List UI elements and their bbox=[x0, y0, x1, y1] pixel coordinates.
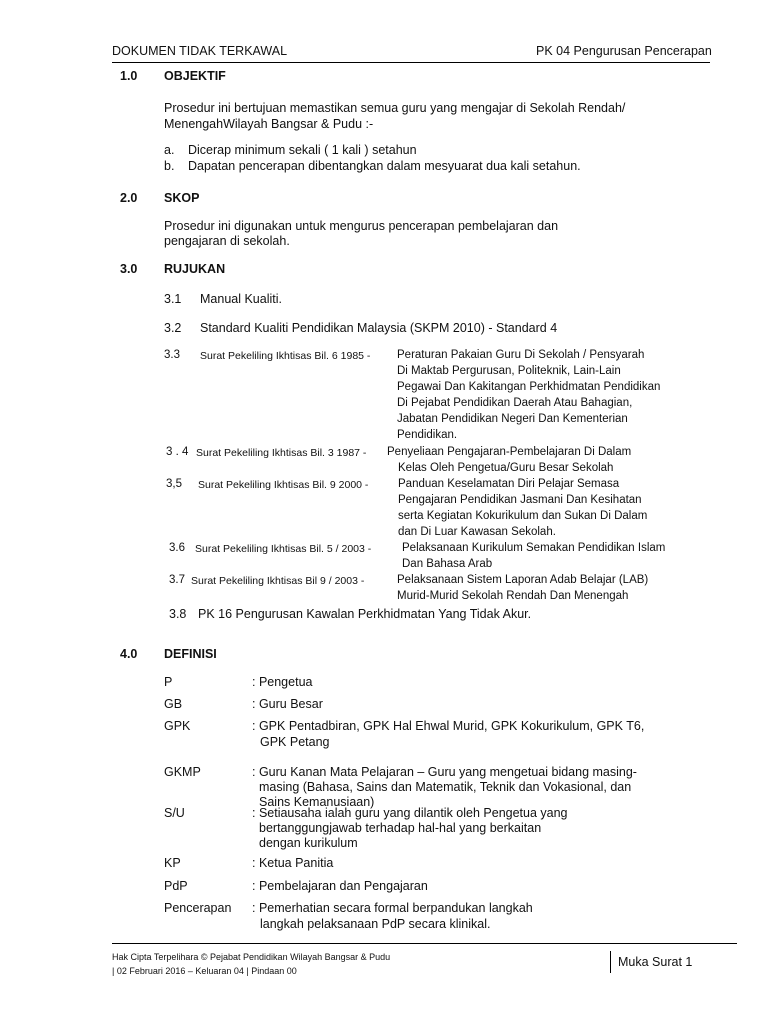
ref-3-3-line-3: Pegawai Dan Kakitangan Perkhidmatan Pendidikan bbox=[397, 381, 661, 393]
ref-3-7-circular: Surat Pekeliling Ikhtisas Bil 9 / 2003 - bbox=[191, 575, 365, 587]
footer-divider bbox=[610, 951, 611, 973]
ref-3-2-text: Standard Kualiti Pendidikan Malaysia (SKPM 2010) - Standard 4 bbox=[200, 321, 558, 335]
definition-text-gpk-1: : GPK Pentadbiran, GPK Hal Ehwal Murid, GPK Kokurikulum, GPK T6, bbox=[252, 719, 645, 733]
ref-3-1-text: Manual Kualiti. bbox=[200, 292, 282, 306]
list-item-marker-a: a. bbox=[164, 143, 175, 157]
ref-3-4-line-1: Penyeliaan Pengajaran-Pembelajaran Di Dalam bbox=[387, 446, 632, 458]
section-1-para-line-1: Prosedur ini bertujuan memastikan semua guru yang mengajar di Sekolah Rendah/ bbox=[164, 101, 626, 115]
ref-3-3-line-1: Peraturan Pakaian Guru Di Sekolah / Pensyarah bbox=[397, 349, 645, 361]
definition-text-pencerapan-2: langkah pelaksanaan PdP secara klinikal. bbox=[260, 917, 491, 931]
ref-3-5-line-2: Pengajaran Pendidikan Jasmani Dan Kesihatan bbox=[398, 494, 642, 506]
ref-3-4-circular: Surat Pekeliling Ikhtisas Bil. 3 1987 - bbox=[196, 447, 367, 459]
section-4-title: DEFINISI bbox=[164, 647, 217, 661]
ref-3-7-line-1: Pelaksanaan Sistem Laporan Adab Belajar (LAB) bbox=[397, 574, 649, 586]
list-item-text-a: Dicerap minimum sekali ( 1 kali ) setahun bbox=[188, 143, 417, 157]
ref-3-6-line-2: Dan Bahasa Arab bbox=[402, 558, 493, 570]
definition-term-pdp: PdP bbox=[164, 879, 188, 893]
footer-rule bbox=[112, 943, 737, 944]
ref-3-6-number: 3.6 bbox=[169, 542, 185, 554]
list-item-marker-b: b. bbox=[164, 159, 175, 173]
section-1-title: OBJEKTIF bbox=[164, 69, 226, 83]
ref-3-3-line-5: Jabatan Pendidikan Negeri Dan Kementerian bbox=[397, 413, 628, 425]
ref-3-5-line-4: dan Di Luar Kawasan Sekolah. bbox=[398, 526, 556, 538]
ref-3-6-circular: Surat Pekeliling Ikhtisas Bil. 5 / 2003 - bbox=[195, 543, 372, 555]
definition-text-su-3: dengan kurikulum bbox=[259, 836, 358, 850]
section-1-para-line-2: MenengahWilayah Bangsar & Pudu :- bbox=[164, 117, 374, 131]
section-2-para-line-1: Prosedur ini digunakan untuk mengurus pencerapan pembelajaran dan bbox=[164, 219, 559, 233]
ref-3-4-line-2: Kelas Oleh Pengetua/Guru Besar Sekolah bbox=[398, 462, 614, 474]
definition-text-gkmp-2: masing (Bahasa, Sains dan Matematik, Teknik dan Vokasional, dan bbox=[259, 780, 632, 794]
section-4-number: 4.0 bbox=[120, 647, 138, 661]
ref-3-7-line-2: Murid-Murid Sekolah Rendah Dan Menengah bbox=[397, 590, 629, 602]
ref-3-1-number: 3.1 bbox=[164, 292, 182, 306]
section-2-number: 2.0 bbox=[120, 191, 138, 205]
ref-3-5-line-1: Panduan Keselamatan Diri Pelajar Semasa bbox=[398, 478, 620, 490]
definition-text-su-2: bertanggungjawab terhadap hal-hal yang berkaitan bbox=[259, 821, 542, 835]
definition-text-pencerapan-1: : Pemerhatian secara formal berpandukan langkah bbox=[252, 901, 533, 915]
section-3-number: 3.0 bbox=[120, 262, 138, 276]
header-left: DOKUMEN TIDAK TERKAWAL bbox=[112, 44, 288, 58]
ref-3-2-number: 3.2 bbox=[164, 321, 182, 335]
ref-3-8-number: 3.8 bbox=[169, 607, 187, 621]
definition-text-gkmp-3: Sains Kemanusiaan) bbox=[259, 795, 375, 809]
section-1-number: 1.0 bbox=[120, 69, 138, 83]
ref-3-3-line-6: Pendidikan. bbox=[397, 429, 458, 441]
ref-3-3-number: 3.3 bbox=[164, 349, 180, 361]
definition-term-kp: KP bbox=[164, 856, 181, 870]
definition-term-su: S/U bbox=[164, 806, 185, 820]
section-2-title: SKOP bbox=[164, 191, 200, 205]
definition-term-p: P bbox=[164, 675, 173, 689]
definition-text-gpk-2: GPK Petang bbox=[260, 735, 330, 749]
header-rule bbox=[112, 62, 710, 63]
definition-term-gb: GB bbox=[164, 697, 183, 711]
list-item-text-b: Dapatan pencerapan dibentangkan dalam mesyuarat dua kali setahun. bbox=[188, 159, 581, 173]
ref-3-3-circular: Surat Pekeliling Ikhtisas Bil. 6 1985 - bbox=[200, 350, 371, 362]
ref-3-3-line-4: Di Pejabat Pendidikan Daerah Atau Bahagian, bbox=[397, 397, 633, 409]
ref-3-6-line-1: Pelaksanaan Kurikulum Semakan Pendidikan Islam bbox=[402, 542, 666, 554]
ref-3-8-text: PK 16 Pengurusan Kawalan Perkhidmatan Yang Tidak Akur. bbox=[198, 607, 532, 621]
page-number: Muka Surat 1 bbox=[618, 955, 693, 969]
ref-3-3-line-2: Di Maktab Pergurusan, Politeknik, Lain-Lain bbox=[397, 365, 621, 377]
definition-term-pencerapan: Pencerapan bbox=[164, 901, 232, 915]
section-2-para-line-2: pengajaran di sekolah. bbox=[164, 234, 290, 248]
definition-text-kp: : Ketua Panitia bbox=[252, 856, 334, 870]
footer-issue-date: | 02 Februari 2016 – Keluaran 04 | Pindaan 00 bbox=[112, 966, 297, 976]
definition-text-gkmp-1: : Guru Kanan Mata Pelajaran – Guru yang mengetuai bidang masing- bbox=[252, 765, 637, 779]
definition-term-gkmp: GKMP bbox=[164, 765, 201, 779]
section-3-title: RUJUKAN bbox=[164, 262, 226, 276]
ref-3-4-number: 3 . 4 bbox=[166, 446, 189, 458]
footer-copyright: Hak Cipta Terpelihara © Pejabat Pendidikan Wilayah Bangsar & Pudu bbox=[112, 952, 391, 962]
definition-term-gpk: GPK bbox=[164, 719, 191, 733]
definition-text-su-1: : Setiausaha ialah guru yang dilantik oleh Pengetua yang bbox=[252, 806, 568, 820]
ref-3-5-line-3: serta Kegiatan Kokurikulum dan Sukan Di Dalam bbox=[398, 510, 648, 522]
ref-3-5-number: 3,5 bbox=[166, 478, 182, 490]
definition-text-gb: : Guru Besar bbox=[252, 697, 323, 711]
header-right: PK 04 Pengurusan Pencerapan bbox=[536, 44, 712, 58]
ref-3-7-number: 3.7 bbox=[169, 574, 185, 586]
definition-text-p: : Pengetua bbox=[252, 675, 313, 689]
definition-text-pdp: : Pembelajaran dan Pengajaran bbox=[252, 879, 428, 893]
ref-3-5-circular: Surat Pekeliling Ikhtisas Bil. 9 2000 - bbox=[198, 479, 369, 491]
